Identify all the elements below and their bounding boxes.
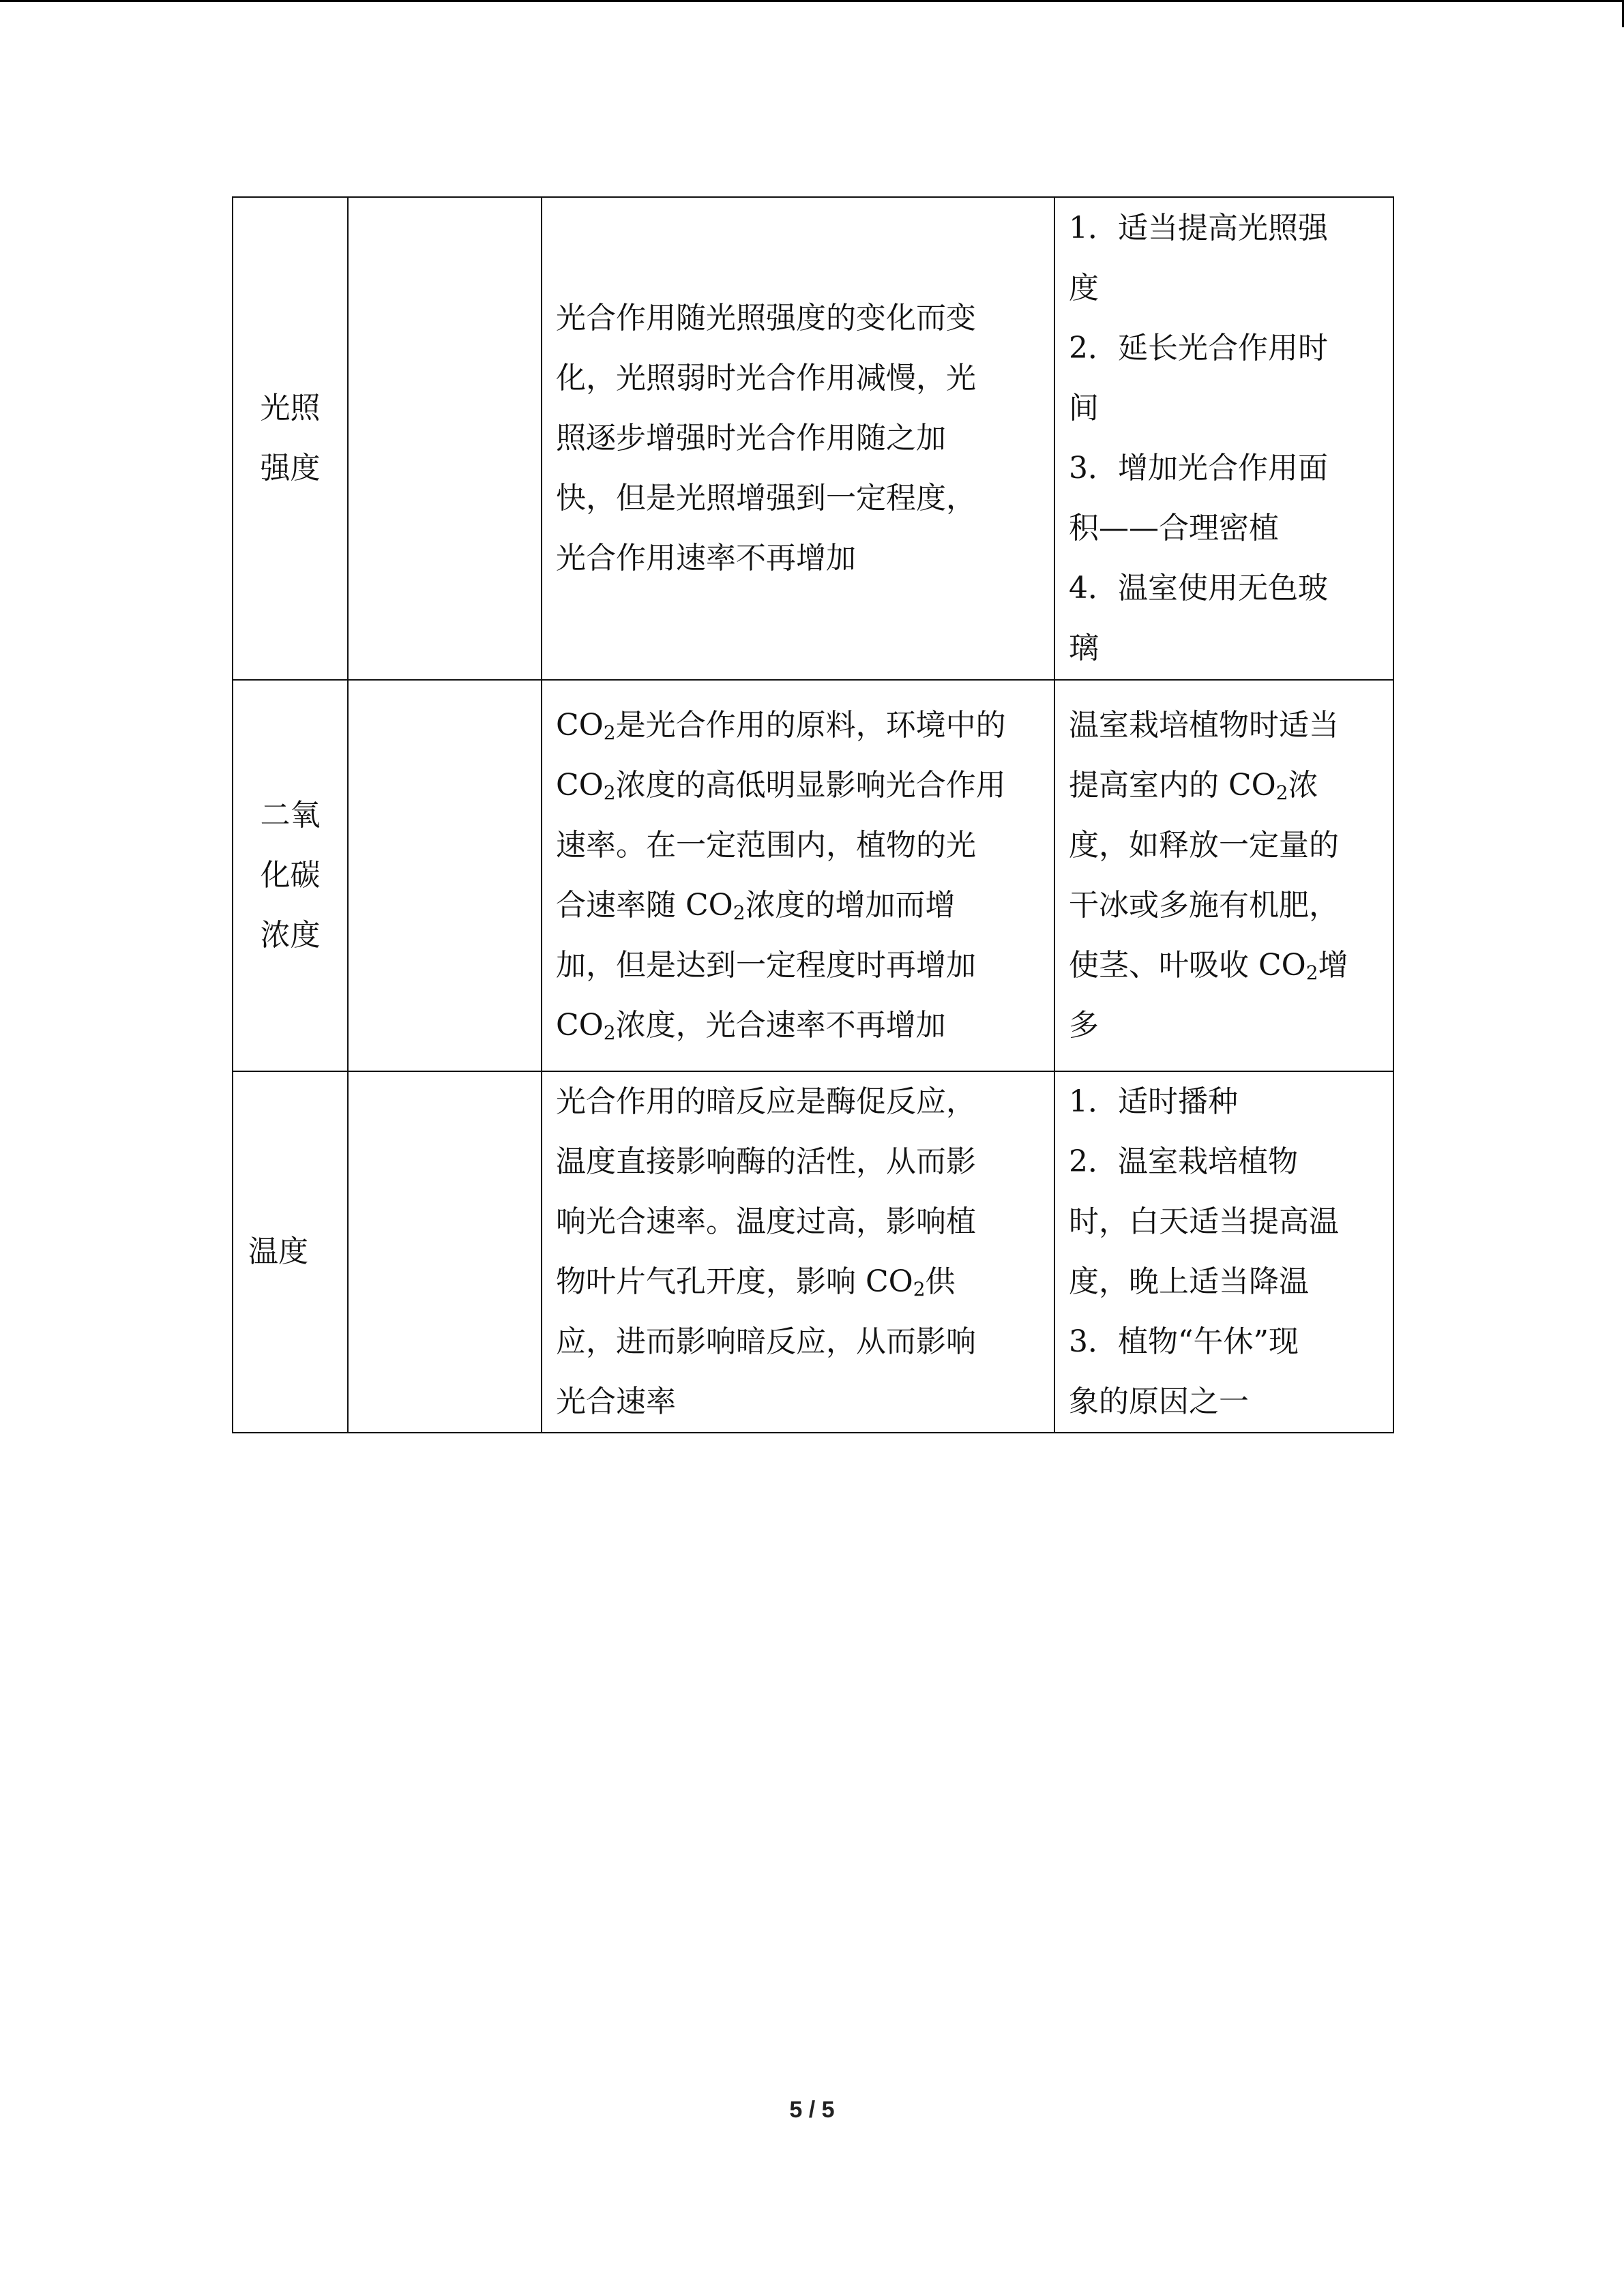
text-line: 光合作用的暗反应是酶促反应， bbox=[556, 1084, 976, 1119]
text-line: 响光合速率。温度过高，影响植 bbox=[556, 1204, 976, 1239]
principle-cell bbox=[542, 1071, 1054, 1433]
text-line: 应，进而影响暗反应，从而影响 bbox=[556, 1324, 976, 1359]
text-line: 度，如释放一定量的 bbox=[1069, 828, 1339, 863]
factor-cell: 二氧 化碳 浓度 bbox=[233, 680, 348, 1071]
text-line: $CO_2$是光合作用的原料，环境中的 bbox=[556, 708, 1006, 744]
text-line: 温室栽培植物时适当 bbox=[1069, 708, 1339, 743]
application-cell: 1．适时播种 2．温室栽培植物 时，白天适当提高温 度，晚上适当降温 3．植物“午休”现 象的原因之一 bbox=[1054, 1071, 1393, 1433]
text-line: 合速率随 $CO_2$浓度的增加而增 bbox=[556, 888, 956, 924]
text-line: 使茎、叶吸收 $CO_2$增 bbox=[1069, 948, 1348, 984]
blank-cell bbox=[348, 1071, 542, 1433]
text-line: 加，但是达到一定程度时再增加 bbox=[556, 948, 976, 983]
blank-cell bbox=[348, 680, 542, 1071]
text-line: 光合速率 bbox=[556, 1384, 676, 1419]
principle-cell: 光合作用随光照强度的变化而变 化，光照弱时光合作用减慢，光 照逐步增强时光合作用随之加 快，但是光照增强到一定程度， 光合作用速率不再增加 bbox=[542, 197, 1054, 680]
blank-cell bbox=[348, 197, 542, 680]
text-line: $CO_2$浓度，光合速率不再增加 bbox=[556, 1008, 946, 1044]
page-number: 5 / 5 bbox=[789, 2097, 835, 2123]
table-row-co2-concentration bbox=[233, 680, 1393, 1071]
factor-cell: 温度 bbox=[233, 1071, 348, 1433]
table-row-light-intensity bbox=[233, 197, 1393, 680]
text-line: 速率。在一定范围内，植物的光 bbox=[556, 828, 976, 863]
factor-cell: 光照 强度 bbox=[233, 197, 348, 680]
factors-table bbox=[232, 196, 1394, 1433]
principle-cell bbox=[542, 680, 1054, 1071]
text-line: 温度直接影响酶的活性，从而影 bbox=[556, 1144, 976, 1179]
page-top-border bbox=[0, 0, 1624, 2]
text-line: 干冰或多施有机肥， bbox=[1069, 888, 1339, 923]
table-row-temperature bbox=[233, 1071, 1393, 1433]
application-cell bbox=[1054, 680, 1393, 1071]
application-cell: 1．适当提高光照强 度 2．延长光合作用时 间 3．增加光合作用面 积——合理密植 4．温室使用无色玻 璃 bbox=[1054, 197, 1393, 680]
text-line: 提高室内的 $CO_2$浓 bbox=[1069, 768, 1318, 804]
text-line: 多 bbox=[1069, 1008, 1099, 1043]
text-line: 物叶片气孔开度，影响 $CO_2$供 bbox=[556, 1264, 956, 1300]
text-line: $CO_2$浓度的高低明显影响光合作用 bbox=[556, 768, 1006, 804]
